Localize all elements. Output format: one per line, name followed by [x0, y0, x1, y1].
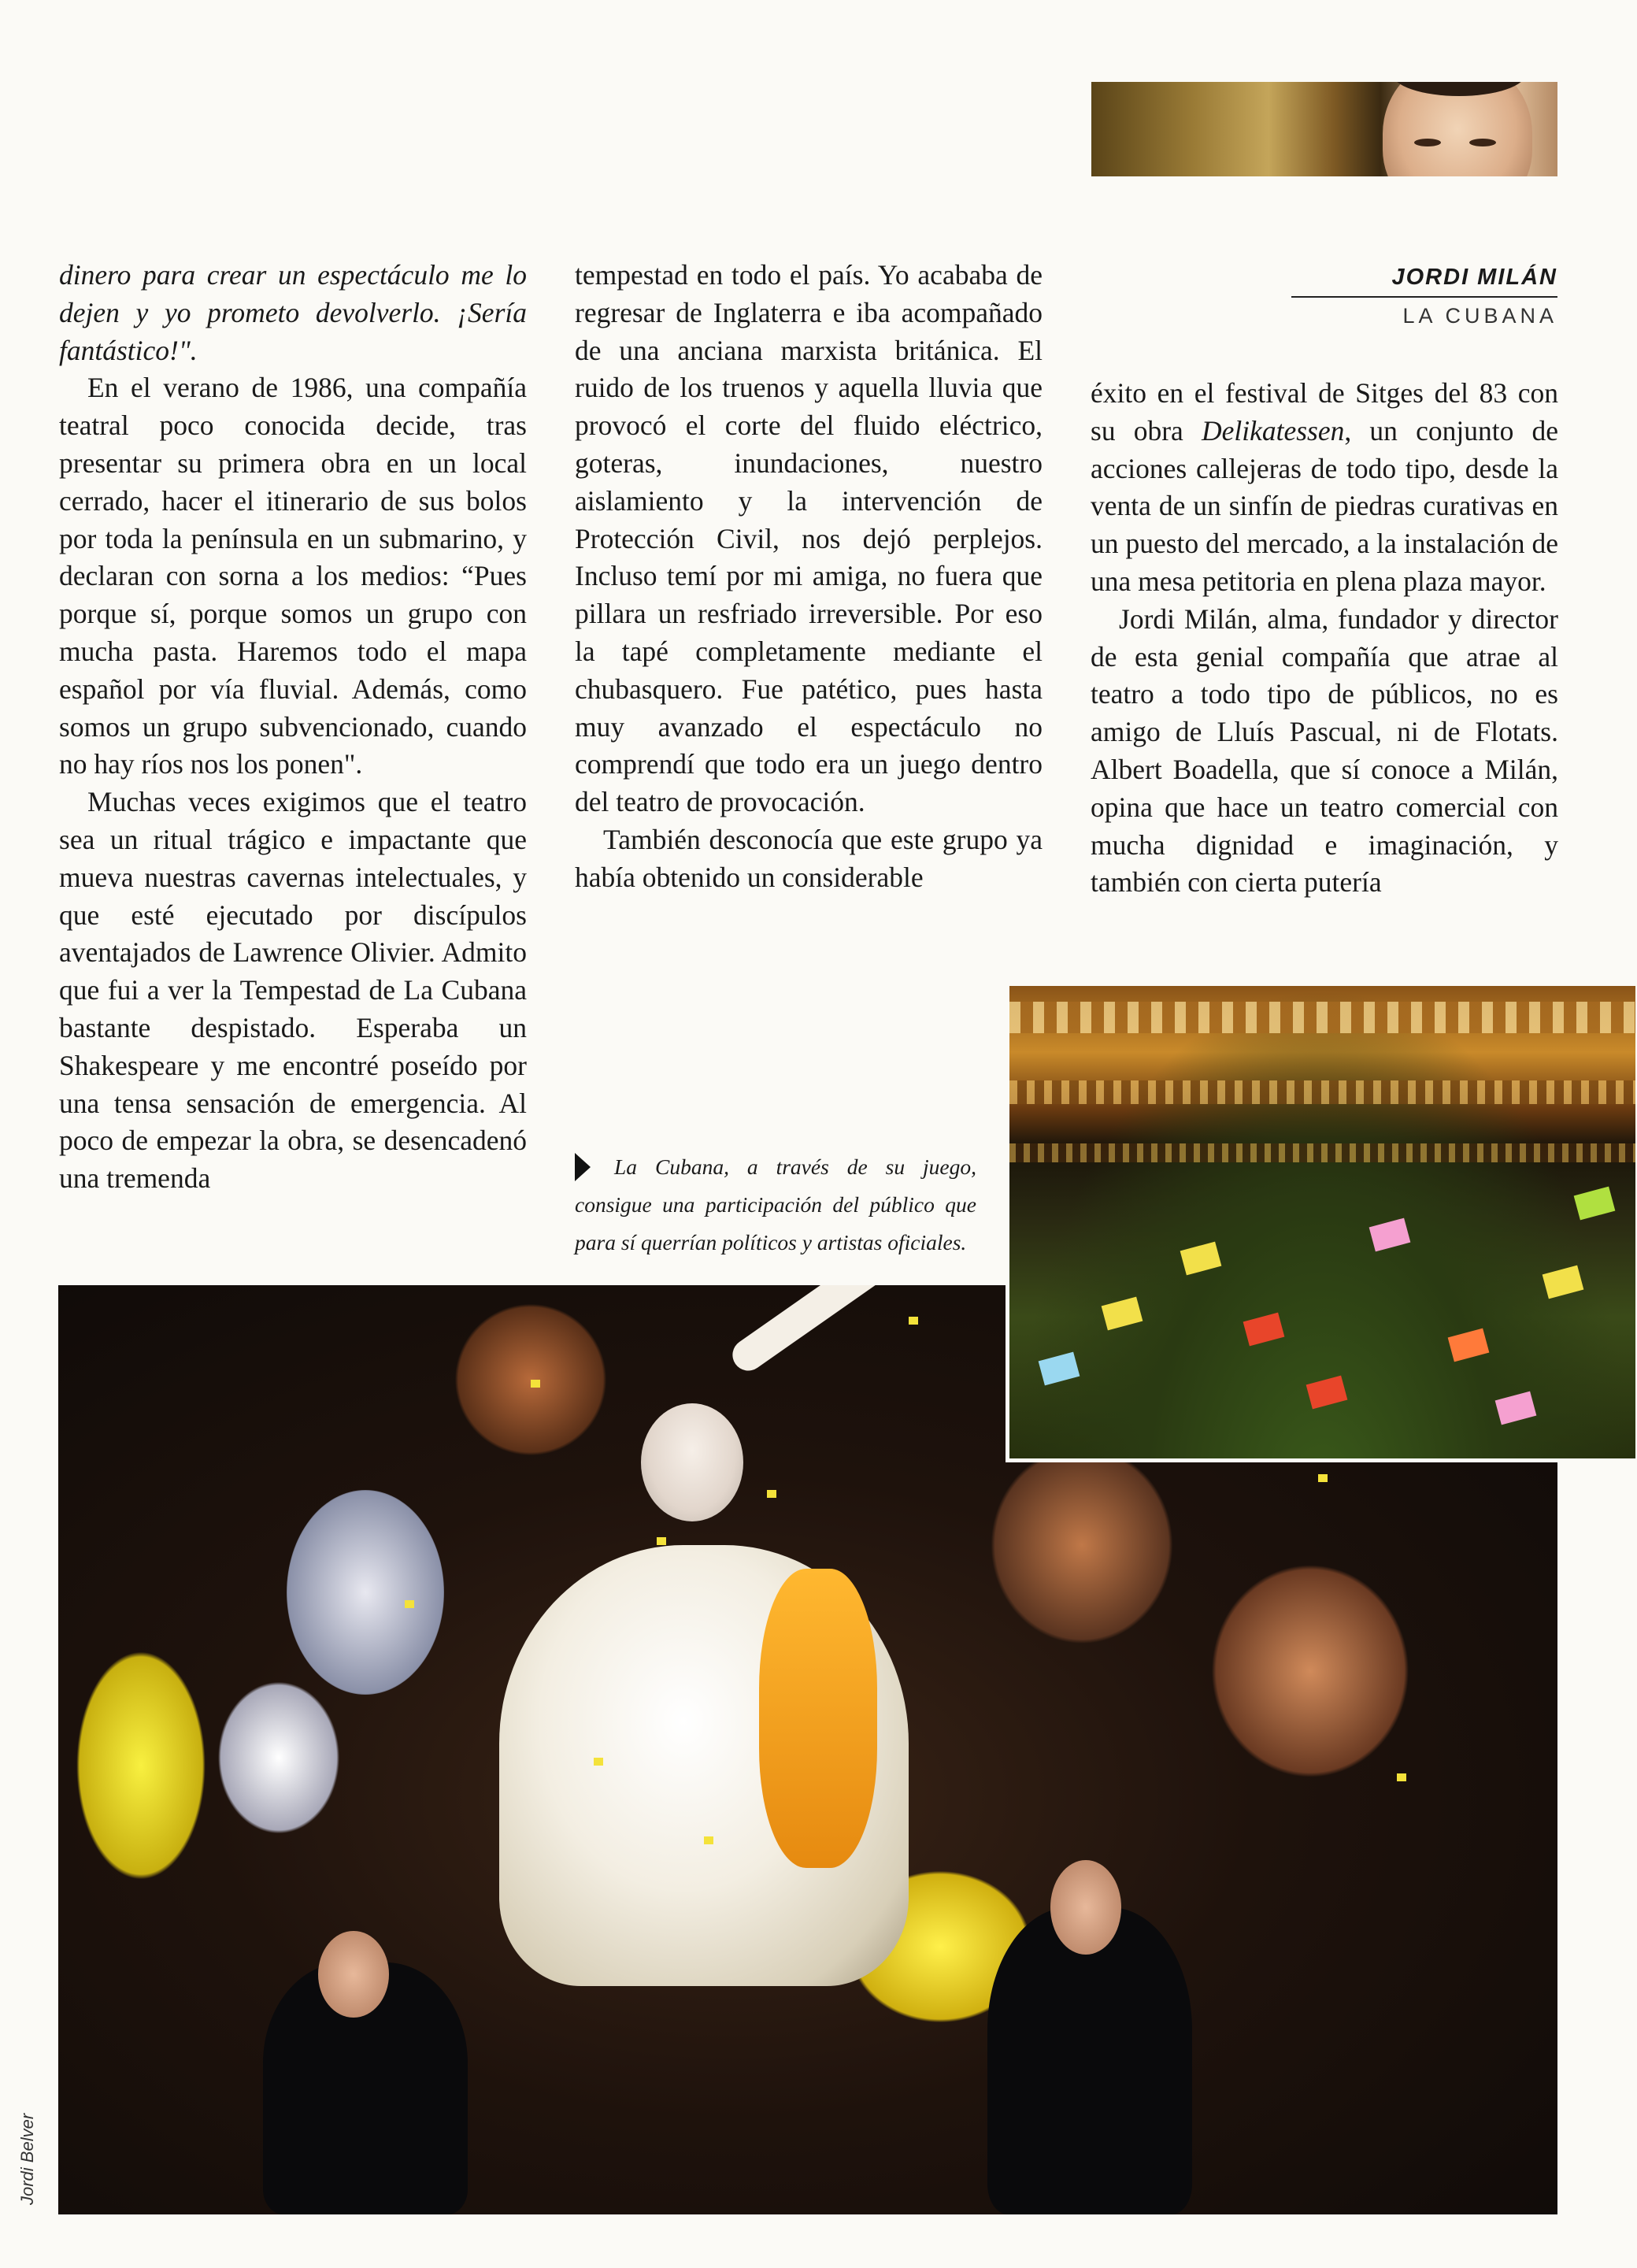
confetti: [531, 1380, 540, 1388]
audience-flag: [1180, 1242, 1222, 1276]
photo-credit: Jordi Belver: [17, 2113, 37, 2205]
work-title: Delikatessen: [1201, 414, 1345, 447]
text-span: , un conjunto de acciones callejeras de todo tipo, desde la venta de un sinfín de piedras curativas en un puesto del mercado, a la instalación de una mesa petitoria en plena plaza mayor.: [1091, 414, 1558, 597]
audience-flag: [1306, 1376, 1348, 1410]
performer-arm: [727, 1285, 913, 1377]
confetti: [594, 1758, 603, 1766]
article-column-3: [1091, 375, 1558, 902]
paragraph: Jordi Milán, alma, fundador y director de esta genial compañía que atrae al teatro a todo tipo de públicos, no es amigo de Lluís Pascual, ni de Flotats. Albert Boadella, que sí conoce a Milán, opina que hace un teatro comercial con mucha dignidad e imaginación, y también con cierta putería: [1091, 602, 1558, 899]
balcony-tier: [1009, 1080, 1635, 1104]
performer-sash: [759, 1569, 877, 1868]
article-column-2: [575, 257, 1043, 897]
confetti: [704, 1836, 713, 1844]
feather-fan: [216, 1679, 342, 1836]
feather-fan: [987, 1443, 1176, 1647]
audience-flag: [1369, 1218, 1411, 1252]
feather-fan: [1208, 1561, 1413, 1781]
audience-flag: [1543, 1266, 1584, 1299]
balcony-tier: [1009, 1143, 1635, 1162]
confetti: [767, 1490, 776, 1498]
feather-fan: [74, 1647, 208, 1884]
confetti: [1397, 1773, 1406, 1781]
author-company: LA CUBANA: [1402, 304, 1557, 328]
audience-flag: [1495, 1392, 1537, 1425]
paragraph: En el verano de 1986, una compañía teatral poco conocida decide, tras presentar su primera obra en un local cerrado, hacer el itinerario de sus bolos por toda la península en un submarino, y declaran con sorna a los medios: “Pues porque sí, porque somos un grupo con mucha pasta. Haremos todo el mapa español por vía fluvial. Además, como somos un grupo subvencionado, cuando no hay ríos nos los ponen".: [59, 372, 527, 780]
feather-fan: [287, 1490, 444, 1695]
dancer-face: [318, 1931, 389, 2018]
audience-flag: [1039, 1352, 1080, 1386]
performer-head: [641, 1403, 743, 1521]
header-portrait-photo: [1091, 82, 1557, 176]
confetti: [657, 1537, 666, 1545]
audience-flag: [1243, 1313, 1285, 1347]
portrait-eye: [1469, 139, 1496, 146]
caption-text: La Cubana, a través de su juego, consigue una participación del público que para sí querrían políticos y artistas oficiales.: [575, 1154, 976, 1254]
paragraph: tempestad en todo el país. Yo acababa de regresar de Inglaterra e iba acompañado de una anciana marxista británica. El ruido de los truenos y aquella lluvia que provocó el corte del fluido eléctrico, goteras, inundaciones, nuestro aislamiento y la intervención de Protección Civil, nos dejó perplejos. Incluso temí por mi amiga, no fuera que pillara un resfriado irreversible. Por eso la tapé completamente mediante el chubasquero. Fue patético, pues hasta muy avanzado el espectáculo no comprendí que todo era un juego dentro del teatro de provocación.: [575, 259, 1043, 818]
author-name: JORDI MILÁN: [1291, 263, 1557, 298]
theater-audience-photo: [1006, 982, 1637, 1462]
author-heading: [1291, 263, 1557, 329]
audience-flag: [1102, 1297, 1143, 1331]
confetti: [909, 1317, 918, 1325]
portrait-eye: [1414, 139, 1441, 146]
audience-flag: [1448, 1329, 1490, 1362]
confetti: [1318, 1474, 1328, 1482]
confetti: [405, 1600, 414, 1608]
paragraph: dinero para crear un espectáculo me lo dejen y yo prometo devolverlo. ¡Sería fantástico!".: [59, 259, 527, 366]
paragraph: También desconocía que este grupo ya había obtenido un considerable: [575, 823, 1043, 893]
article-column-1: [59, 257, 527, 1198]
audience-flag: [1574, 1187, 1616, 1221]
portrait-face: [1383, 82, 1532, 176]
paragraph: [1091, 375, 1558, 601]
balcony-tier: [1009, 1002, 1635, 1033]
dancer-face: [1050, 1860, 1121, 1955]
text-span: éxito en el festival de Sitges del 83 con su obra: [1091, 377, 1558, 447]
paragraph: Muchas veces exigimos que el teatro sea un ritual trágico e impactante que mueva nuestras cavernas intelectuales, y que esté ejecutado por discípulos aventajados de Lawrence Olivier. Admito que fui a ver la Tempestad de La Cubana bastante despistado. Esperaba un Shakespeare y me encontré poseído por una tensa sensación de emergencia. Al poco de empezar la obra, se desencadenó una tremenda: [59, 786, 527, 1195]
photo-caption: [575, 1148, 976, 1262]
